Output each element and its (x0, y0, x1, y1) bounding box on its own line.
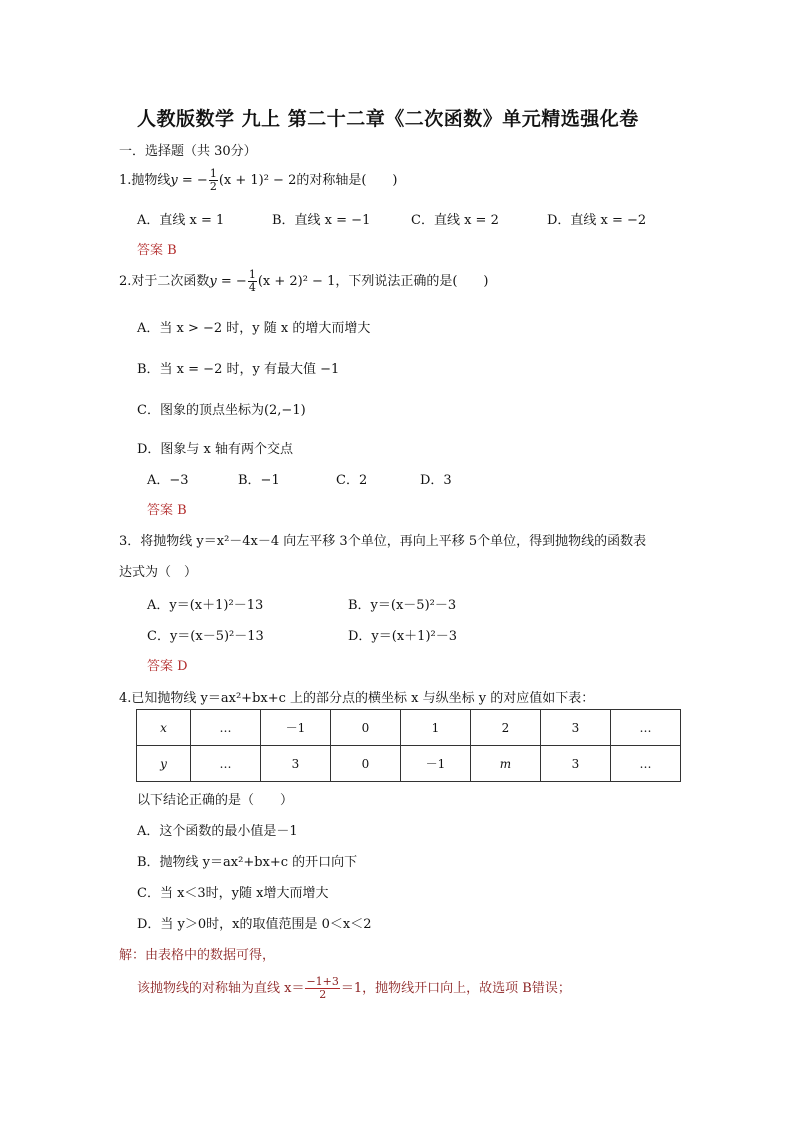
section-heading: 一．选择题（共 30分） (119, 144, 257, 159)
table-cell (471, 746, 541, 782)
q3-option-d[interactable]: D．y＝(x＋1)²－3 (348, 629, 457, 644)
table-cell: 1 (401, 710, 471, 746)
q2-fraction (248, 269, 257, 294)
q4-item-b[interactable]: B．抛物线 y＝ax²+bx+c 的开口向下 (137, 855, 358, 870)
q4-solution-line (137, 976, 571, 1001)
q1-option-a[interactable]: A．直线 x = 1 (137, 213, 225, 228)
q2-item-d: D．图象与 x 轴有两个交点 (137, 442, 294, 457)
table-cell: … (611, 746, 681, 782)
table-cell: … (191, 746, 261, 782)
q4-item-c[interactable]: C．当 x＜3时，y随 x增大而增大 (137, 886, 329, 901)
q1-frac-den: 2 (209, 180, 217, 193)
q1-expr-lhs: y = − (170, 173, 208, 188)
question-2-stem (119, 269, 489, 294)
table-cell: 2 (471, 710, 541, 746)
table-cell: … (191, 710, 261, 746)
table-cell: 0 (331, 746, 401, 782)
q2-frac-den: 4 (248, 281, 256, 294)
q2-item-b: B．当 x = −2 时，y 有最大值 −1 (137, 362, 340, 377)
q1-frac-num: 1 (209, 167, 217, 180)
table-cell: 3 (261, 746, 331, 782)
table-cell-m: m (499, 756, 512, 771)
table-cell (137, 710, 191, 746)
q1-fraction (209, 168, 218, 193)
q4-solution-head: 解：由表格中的数据可得， (119, 948, 276, 963)
q4-solution-post: ＝1，抛物线开口向上，故选项 B错误； (340, 981, 571, 996)
table-cell (137, 746, 191, 782)
q1-option-b[interactable]: B．直线 x = −1 (272, 213, 371, 228)
q4-stem: 4.已知抛物线 y＝ax²+bx+c 上的部分点的横坐标 x 与纵坐标 y 的对应值如下表： (119, 691, 595, 706)
q2-answer: 答案 B (147, 503, 187, 518)
table-cell: 3 (541, 746, 611, 782)
q2-option-a[interactable]: A．−3 (147, 473, 189, 488)
q2-item-a: A．当 x > −2 时，y 随 x 的增大而增大 (137, 321, 371, 336)
page-title: 人教版数学 九上 第二十二章《二次函数》单元精选强化卷 (137, 108, 639, 130)
table-cell: … (611, 710, 681, 746)
table-cell: －1 (261, 710, 331, 746)
q2-option-d[interactable]: D．3 (420, 473, 452, 488)
q3-option-c[interactable]: C．y＝(x－5)²－13 (147, 629, 264, 644)
q2-option-c[interactable]: C．2 (336, 473, 368, 488)
q4-prompt: 以下结论正确的是（ ） (137, 793, 294, 808)
q2-option-b[interactable]: B．−1 (238, 473, 280, 488)
q2-frac-num: 1 (248, 268, 256, 281)
q1-expr-rhs: (x + 1)² − 2 (218, 173, 297, 188)
value-table (136, 709, 681, 782)
q4-item-a[interactable]: A．这个函数的最小值是－1 (137, 824, 298, 839)
q1-option-d[interactable]: D．直线 x = −2 (547, 213, 647, 228)
q3-stem-line-1: 3．将抛物线 y＝x²－4x－4 向左平移 3个单位，再向上平移 5个单位，得到抛物线的函数表 (119, 534, 647, 549)
q1-stem-pre: 1.抛物线 (119, 173, 171, 188)
q2-item-c: C．图象的顶点坐标为(2,−1) (137, 403, 306, 418)
q4-solution-frac-den: 2 (319, 988, 327, 1001)
q2-expr-rhs: (x + 2)² − 1 (257, 274, 336, 289)
q4-solution-fraction (305, 976, 339, 1001)
table-cell: 0 (331, 710, 401, 746)
table-row-x (137, 710, 681, 746)
table-cell: 3 (541, 710, 611, 746)
q4-solution-pre: 该抛物线的对称轴为直线 x＝ (137, 981, 305, 996)
table-header-y: y (160, 756, 167, 771)
q3-option-b[interactable]: B．y＝(x－5)²－3 (348, 598, 457, 613)
q4-item-d[interactable]: D．当 y＞0时，x的取值范围是 0＜x＜2 (137, 917, 372, 932)
q2-stem-post: ，下列说法正确的是( ) (335, 274, 489, 289)
question-1-stem (119, 168, 398, 193)
table-header-x: x (160, 720, 167, 735)
q1-option-c[interactable]: C．直线 x = 2 (411, 213, 499, 228)
table-row-y (137, 746, 681, 782)
q3-answer: 答案 D (147, 659, 188, 674)
table-cell: －1 (401, 746, 471, 782)
q4-solution-frac-num: −1+3 (306, 975, 339, 988)
q1-answer: 答案 B (137, 243, 177, 258)
q2-expr-lhs: y = − (209, 274, 247, 289)
q1-stem-post: 的对称轴是( ) (296, 173, 398, 188)
q3-stem-line-2: 达式为（ ） (119, 565, 198, 580)
q3-option-a[interactable]: A．y＝(x＋1)²－13 (147, 598, 264, 613)
q2-stem-pre: 2.对于二次函数 (119, 274, 210, 289)
